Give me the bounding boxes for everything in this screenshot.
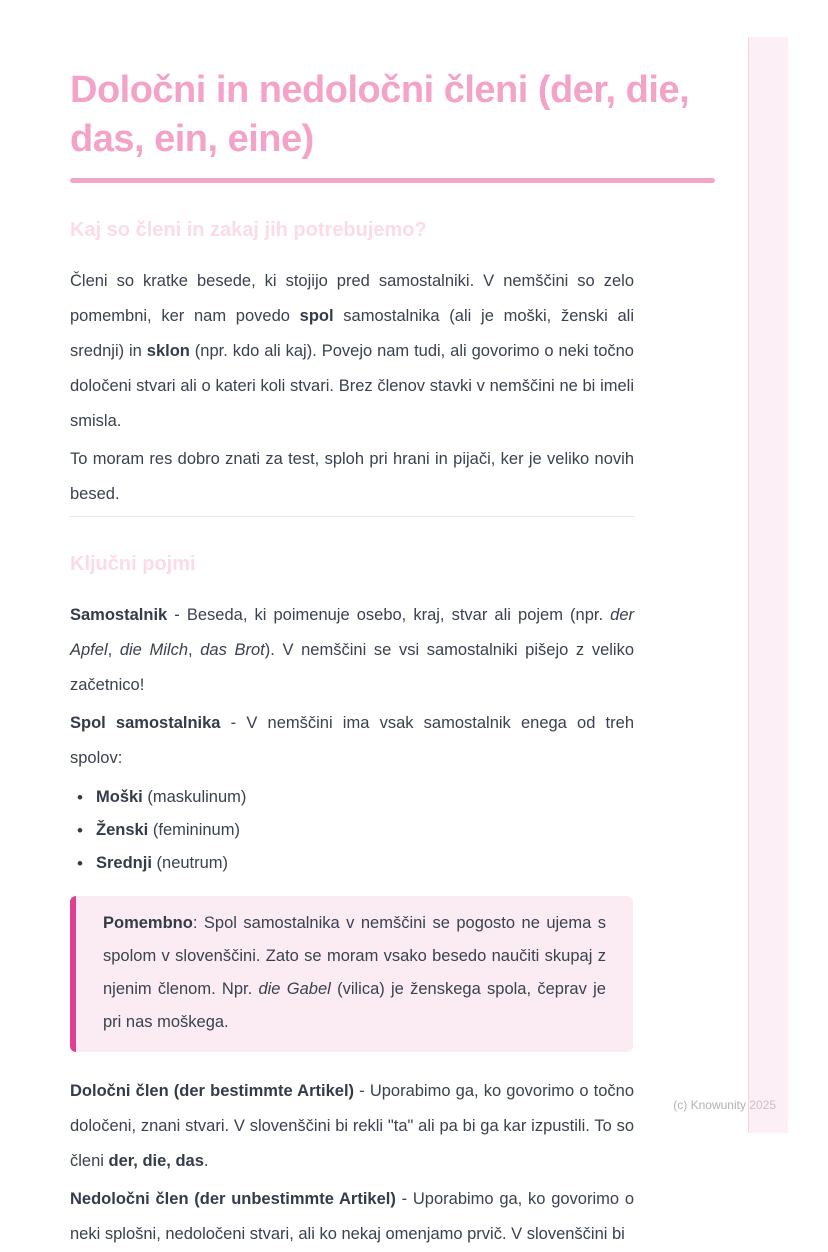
section-heading-intro: Kaj so členi in zakaj jih potrebujemo? [70, 219, 427, 241]
page-title: Določni in nedoločni členi (der, die, das, ein, eine) [70, 69, 690, 160]
gender-list-item-feminine [70, 814, 634, 847]
intro-paragraph-2: To moram res dobro znati za test, sploh pri hrani in pijači, ker je veliko novih besed. [70, 450, 634, 503]
bullet-icon: • [77, 854, 83, 873]
title-underline-rule [70, 178, 715, 183]
bullet-icon: • [77, 821, 83, 840]
gender-list-item-neuter [70, 847, 634, 880]
section-divider [70, 516, 634, 517]
bullet-icon: • [77, 788, 83, 807]
section-heading-key-terms: Ključni pojmi [70, 553, 196, 575]
important-callout [70, 896, 633, 1052]
gender-list [70, 781, 634, 880]
intro-paragraph-1: Členi so kratke besede, ki stojijo pred samostalniki. V nemščini so zelo pomembni, ker nam povedo spol samostalnika (ali je moški, ženski ali srednji) in sklon (npr. kdo ali kaj). Povejo nam tudi, ali govorimo o neki točno določeni stvari ali o kateri koli stvari. Brez členov stavki v nemščini ne bi imeli smisla. [70, 272, 634, 430]
definite-article-paragraph: Določni člen (der bestimmte Artikel) - Uporabimo ga, ko govorimo o točno določeni, znani stvari. V slovenščini bi rekli "ta" ali pa bi ga kar izpustili. To so členi der, die, das. [70, 1082, 635, 1170]
gender-list-item-label: Ženski (femininum) [96, 821, 240, 839]
gender-list-item-label: Srednji (neutrum) [96, 854, 229, 872]
noun-definition-paragraph: Samostalnik - Beseda, ki poimenuje osebo, kraj, stvar ali pojem (npr. der Apfel, die Milch, das Brot). V nemščini se vsi samostalniki pišejo z veliko začetnico! [70, 606, 635, 694]
gender-list-item-label: Moški (maskulinum) [96, 788, 247, 806]
page-edge-strip [748, 37, 788, 1133]
indefinite-article-paragraph: Nedoločni člen (der unbestimmte Artikel) - Uporabimo ga, ko govorimo o neki splošni, nedoločeni stvari, ali ko nekaj omenjamo prvič. V slovenščini bi [70, 1190, 634, 1243]
footer-credit: (c) Knowunity 2025 [673, 1098, 776, 1112]
gender-list-item-masculine [70, 781, 634, 814]
important-callout-text: Pomembno: Spol samostalnika v nemščini se pogosto ne ujema s spolom v slovenščini. Zato se moram vsako besedo naučiti skupaj z njenim členom. Npr. die Gabel (vilica) je ženskega spola, čeprav je pri nas moškega. [103, 914, 606, 1031]
gender-definition-paragraph: Spol samostalnika - V nemščini ima vsak samostalnik enega od treh spolov: [70, 714, 634, 767]
